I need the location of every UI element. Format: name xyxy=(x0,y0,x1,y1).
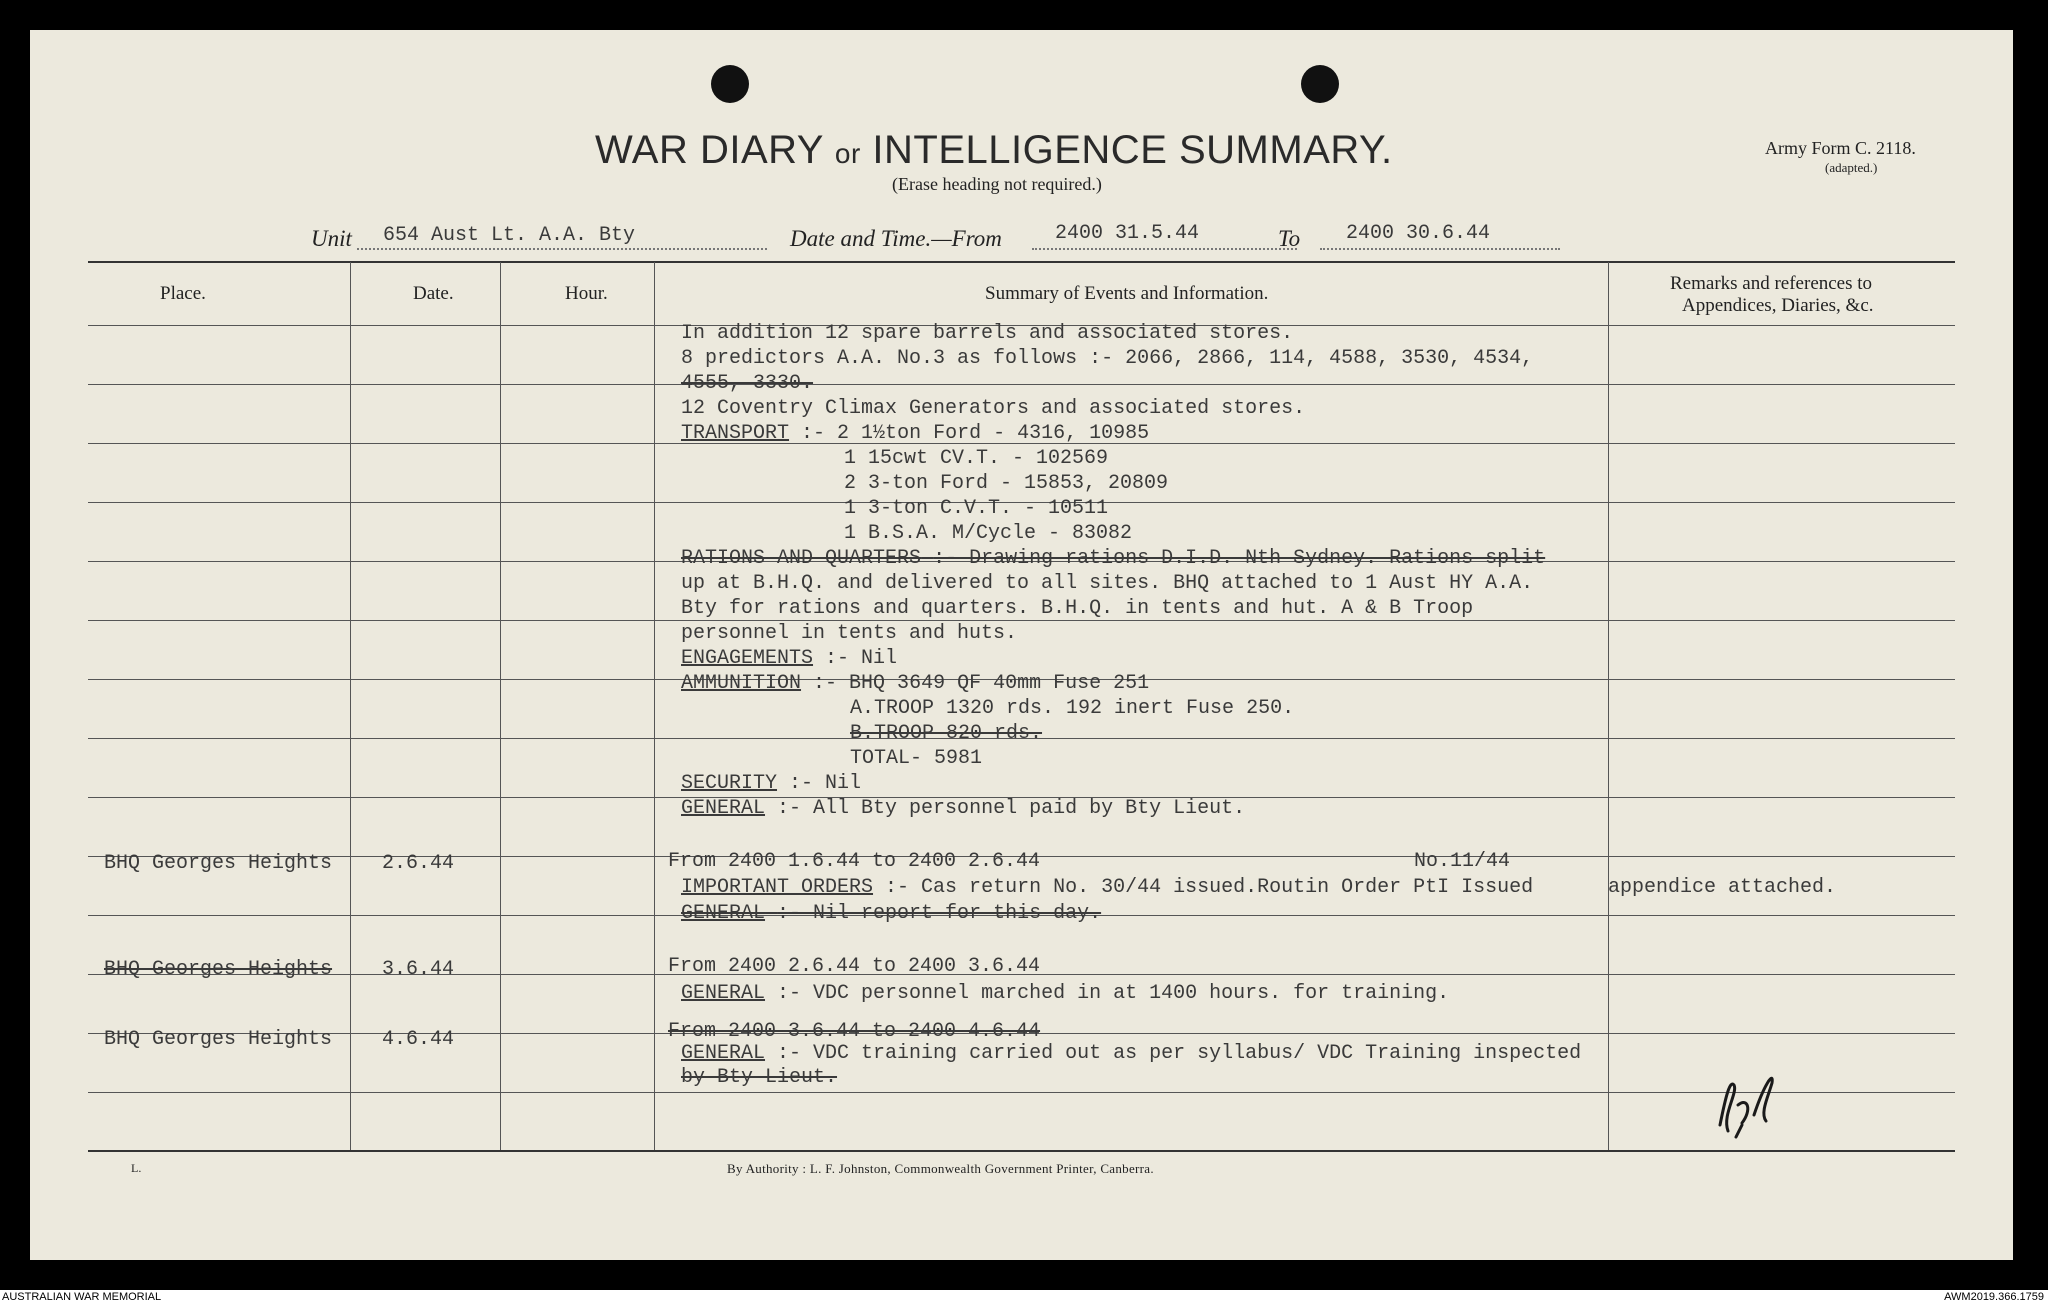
rations-label: RATIONS AND QUARTERS xyxy=(681,547,922,570)
general-line xyxy=(681,982,1449,1005)
form-title xyxy=(595,128,1393,173)
war-diary-sheet xyxy=(30,30,2013,1260)
form-subtitle: (Erase heading not required.) xyxy=(892,174,1102,194)
archive-source: AUSTRALIAN WAR MEMORIAL xyxy=(2,1291,162,1303)
summary-line: In addition 12 spare barrels and associated stores. xyxy=(681,322,1294,345)
signature-initials xyxy=(1708,1065,1788,1145)
ammunition-label: AMMUNITION xyxy=(681,672,802,695)
archive-id: AWM2019.366.1759 xyxy=(1944,1291,2044,1303)
date-to-label: To xyxy=(1278,226,1301,251)
footer-mark: L. xyxy=(131,1161,142,1175)
general-text: :- VDC training carried out as per syllabus/ VDC Training inspected xyxy=(777,1042,1582,1065)
transport-text: :- 2 1½ton Ford - 4316, 10985 xyxy=(801,422,1150,445)
col-divider xyxy=(500,262,501,1150)
general-text: :- Nil report for this day. xyxy=(777,902,1102,925)
transport-item: 1 3-ton C.V.T. - 10511 xyxy=(844,497,1109,520)
transport-label: TRANSPORT xyxy=(681,422,790,445)
entry-period: From 2400 2.6.44 to 2400 3.6.44 xyxy=(668,955,1041,978)
important-orders-line xyxy=(681,876,1533,899)
date-from-dotline xyxy=(1032,248,1297,250)
ammunition-line xyxy=(681,672,1149,695)
general-line xyxy=(681,902,1101,925)
row-line xyxy=(88,1092,1955,1093)
table-top-rule xyxy=(88,261,1955,263)
header-remarks-line1: Remarks and references to xyxy=(1670,273,1873,294)
engagements-line xyxy=(681,647,897,670)
engagements-label: ENGAGEMENTS xyxy=(681,647,814,670)
summary-line: 12 Coventry Climax Generators and associated stores. xyxy=(681,397,1306,420)
general-continuation: by Bty Lieut. xyxy=(681,1066,838,1089)
table-bottom-rule xyxy=(88,1150,1955,1152)
header-place: Place. xyxy=(160,283,206,304)
entry-place: BHQ Georges Heights xyxy=(104,958,333,981)
row-line xyxy=(88,620,1955,621)
army-form-adapted: (adapted.) xyxy=(1825,160,1878,175)
entry-period: From 2400 1.6.44 to 2400 2.6.44 xyxy=(668,850,1041,873)
general-line xyxy=(681,1042,1581,1065)
entry-date: 3.6.44 xyxy=(382,958,455,981)
rations-text: :- Drawing rations D.I.D. Nth Sydney. Rations split xyxy=(933,547,1546,570)
general-text: :- All Bty personnel paid by Bty Lieut. xyxy=(777,797,1246,820)
date-from-value: 2400 31.5.44 xyxy=(1055,222,1200,245)
security-label: SECURITY xyxy=(681,772,778,795)
entry-number: No.11/44 xyxy=(1414,850,1511,873)
title-war-diary: WAR DIARY xyxy=(595,128,824,172)
punch-hole xyxy=(1301,65,1339,103)
ammunition-item: A.TROOP 1320 rds. 192 inert Fuse 250. xyxy=(850,697,1295,720)
entry-period: From 2400 3.6.44 to 2400 4.6.44 xyxy=(668,1020,1041,1043)
general-text: :- VDC personnel marched in at 1400 hours. for training. xyxy=(777,982,1450,1005)
date-to-value: 2400 30.6.44 xyxy=(1346,222,1491,245)
security-text: :- Nil xyxy=(789,772,862,795)
date-to-dotline xyxy=(1320,248,1560,250)
archive-footer-bar xyxy=(0,1290,2048,1305)
rations-line xyxy=(681,547,1545,570)
army-form-number: Army Form C. 2118. xyxy=(1765,138,1916,158)
summary-line: personnel in tents and huts. xyxy=(681,622,1018,645)
summary-line: Bty for rations and quarters. B.H.Q. in tents and hut. A & B Troop xyxy=(681,597,1474,620)
transport-item: 1 B.S.A. M/Cycle - 83082 xyxy=(844,522,1133,545)
transport-item: 2 3-ton Ford - 15853, 20809 xyxy=(844,472,1169,495)
general-label: GENERAL xyxy=(681,982,766,1005)
general-label: GENERAL xyxy=(681,902,766,925)
transport-line xyxy=(681,422,1149,445)
security-line xyxy=(681,772,861,795)
unit-label: Unit xyxy=(311,226,352,251)
entry-place: BHQ Georges Heights xyxy=(104,1028,333,1051)
header-summary: Summary of Events and Information. xyxy=(985,283,1269,304)
header-date: Date. xyxy=(413,283,454,304)
ammunition-text: :- BHQ 3649 QF 40mm Fuse 251 xyxy=(813,672,1150,695)
general-label: GENERAL xyxy=(681,1042,766,1065)
important-orders-text: :- Cas return No. 30/44 issued.Routin Order PtI Issued xyxy=(885,876,1534,899)
important-orders-label: IMPORTANT ORDERS xyxy=(681,876,874,899)
ammunition-item: B.TROOP 820 rds. xyxy=(850,722,1043,745)
general-line xyxy=(681,797,1245,820)
title-intelligence-summary: INTELLIGENCE SUMMARY. xyxy=(872,128,1393,172)
title-or: or xyxy=(834,138,861,169)
general-label: GENERAL xyxy=(681,797,766,820)
summary-line: 4555, 3330. xyxy=(681,372,814,395)
date-from-label: Date and Time.—From xyxy=(790,226,1002,251)
col-divider xyxy=(1608,262,1609,1150)
unit-dotline xyxy=(357,248,767,250)
header-remarks-line2: Appendices, Diaries, &c. xyxy=(1682,295,1874,316)
entry-date: 4.6.44 xyxy=(382,1028,455,1051)
transport-item: 1 15cwt CV.T. - 102569 xyxy=(844,447,1109,470)
entry-remark: appendice attached. xyxy=(1608,876,1837,899)
ammunition-total: TOTAL- 5981 xyxy=(850,747,983,770)
row-line xyxy=(88,384,1955,385)
summary-line: 8 predictors A.A. No.3 as follows :- 2066, 2866, 114, 4588, 3530, 4534, xyxy=(681,347,1534,370)
entry-date: 2.6.44 xyxy=(382,852,455,875)
summary-line: up at B.H.Q. and delivered to all sites. BHQ attached to 1 Aust HY A.A. xyxy=(681,572,1534,595)
entry-place: BHQ Georges Heights xyxy=(104,852,333,875)
engagements-text: :- Nil xyxy=(825,647,898,670)
unit-value: 654 Aust Lt. A.A. Bty xyxy=(383,224,636,247)
punch-hole xyxy=(711,65,749,103)
col-divider xyxy=(350,262,351,1150)
col-divider xyxy=(654,262,655,1150)
header-hour: Hour. xyxy=(565,283,608,304)
footer-authority: By Authority : L. F. Johnston, Commonwealth Government Printer, Canberra. xyxy=(727,1161,1154,1176)
